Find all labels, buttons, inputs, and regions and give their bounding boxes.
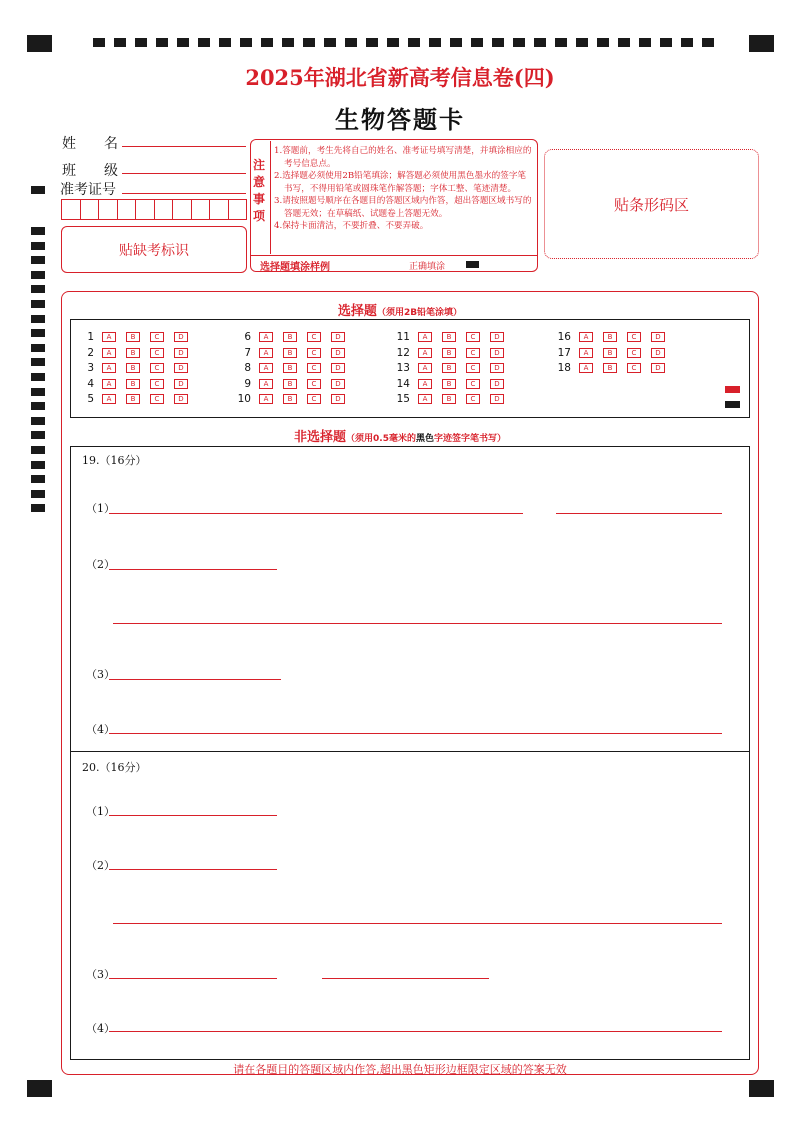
question-number: 17 bbox=[557, 346, 571, 359]
option-bubble[interactable]: D bbox=[490, 379, 504, 389]
option-bubble[interactable]: C bbox=[627, 363, 641, 373]
question-number: 5 bbox=[87, 393, 94, 405]
option-bubble[interactable]: C bbox=[307, 332, 321, 342]
choice-section-title bbox=[0, 300, 800, 319]
choice-title: 选择题 bbox=[337, 304, 377, 319]
question-number: 16 bbox=[557, 331, 571, 343]
question-number: 18 bbox=[557, 362, 571, 374]
q19-part4-line[interactable] bbox=[109, 733, 722, 734]
option-bubble[interactable]: D bbox=[651, 363, 665, 373]
timing-dash bbox=[177, 38, 189, 47]
option-bubble[interactable]: A bbox=[418, 348, 432, 358]
option-bubble[interactable]: A bbox=[259, 363, 273, 373]
q19-label: 19.（16分） bbox=[82, 454, 147, 467]
exam-id-cell[interactable] bbox=[210, 200, 229, 219]
option-bubble[interactable]: A bbox=[259, 394, 273, 404]
question-number: 10 bbox=[237, 393, 251, 405]
timing-dash bbox=[156, 38, 168, 47]
option-bubble[interactable]: C bbox=[150, 363, 164, 373]
option-bubble[interactable]: D bbox=[490, 394, 504, 404]
exam-id-cell[interactable] bbox=[118, 200, 137, 219]
notes-list bbox=[274, 145, 534, 233]
option-bubble[interactable]: A bbox=[102, 348, 116, 358]
option-bubble[interactable]: A bbox=[259, 379, 273, 389]
question-number: 1 bbox=[87, 331, 94, 343]
class-field[interactable] bbox=[122, 173, 246, 174]
option-bubble[interactable]: B bbox=[603, 363, 617, 373]
option-bubble[interactable]: B bbox=[442, 363, 456, 373]
nonchoice-title: 非选择题 bbox=[294, 430, 347, 445]
missing-exam-sticker-area bbox=[61, 226, 247, 273]
timing-dash bbox=[387, 38, 399, 47]
name-label: 姓 名 bbox=[62, 136, 118, 152]
timing-mark-black bbox=[725, 401, 740, 408]
option-bubble[interactable]: B bbox=[603, 332, 617, 342]
q19-part2-label: （2） bbox=[86, 558, 115, 571]
corner-mark-bottom-left bbox=[27, 1080, 52, 1097]
timing-dash bbox=[576, 38, 588, 47]
option-bubble[interactable]: C bbox=[466, 332, 480, 342]
option-bubble[interactable]: D bbox=[174, 332, 188, 342]
timing-dash bbox=[31, 227, 45, 235]
question-number: 11 bbox=[396, 331, 410, 343]
timing-dash bbox=[555, 38, 567, 47]
option-bubble[interactable]: D bbox=[490, 332, 504, 342]
timing-track-top bbox=[93, 38, 723, 47]
footer-warning: 请在各题目的答题区域内作答,超出黑色矩形边框限定区域的答案无效 bbox=[233, 1063, 567, 1076]
option-bubble[interactable]: A bbox=[102, 394, 116, 404]
question-number: 3 bbox=[87, 362, 94, 374]
option-bubble[interactable]: C bbox=[627, 332, 641, 342]
exam-id-grid[interactable] bbox=[61, 199, 247, 220]
notes-heading: 注意事项 bbox=[253, 158, 266, 223]
option-bubble[interactable]: A bbox=[579, 348, 593, 358]
name-field[interactable] bbox=[122, 146, 246, 147]
question-number: 13 bbox=[396, 362, 410, 374]
timing-dash bbox=[114, 38, 126, 47]
option-bubble[interactable]: B bbox=[126, 363, 140, 373]
timing-dash bbox=[324, 38, 336, 47]
timing-dash bbox=[261, 38, 273, 47]
q19-part3-line[interactable] bbox=[109, 679, 281, 680]
option-bubble[interactable]: A bbox=[102, 363, 116, 373]
option-bubble[interactable]: C bbox=[150, 332, 164, 342]
timing-dash bbox=[618, 38, 630, 47]
timing-dash bbox=[660, 38, 672, 47]
option-bubble[interactable]: A bbox=[418, 379, 432, 389]
option-bubble[interactable]: D bbox=[174, 379, 188, 389]
option-bubble[interactable]: B bbox=[126, 348, 140, 358]
correct-fill-label: 正确填涂 bbox=[409, 262, 446, 272]
q19-part2-line-b[interactable] bbox=[113, 623, 722, 624]
q20-part2-label: （2） bbox=[86, 859, 115, 872]
timing-dash bbox=[93, 38, 105, 47]
corner-mark-top-right bbox=[749, 35, 774, 52]
option-bubble[interactable]: B bbox=[283, 348, 297, 358]
option-bubble[interactable]: C bbox=[466, 379, 480, 389]
timing-dash bbox=[534, 38, 546, 47]
option-bubble[interactable]: C bbox=[466, 348, 480, 358]
timing-dash bbox=[31, 446, 45, 454]
timing-dash bbox=[345, 38, 357, 47]
exam-id-cell[interactable] bbox=[99, 200, 118, 219]
option-bubble[interactable]: B bbox=[442, 379, 456, 389]
timing-dash bbox=[513, 38, 525, 47]
card-subtitle: 生物答题卡 bbox=[335, 106, 465, 134]
timing-dash bbox=[31, 186, 45, 194]
option-bubble[interactable]: D bbox=[331, 379, 345, 389]
timing-dash bbox=[681, 38, 693, 47]
q19-box bbox=[70, 446, 750, 752]
barcode-label: 贴条形码区 bbox=[613, 195, 689, 214]
timing-dash bbox=[303, 38, 315, 47]
correct-fill-sample bbox=[466, 261, 479, 268]
choice-note: （须用2B铅笔涂填） bbox=[376, 308, 463, 318]
timing-dash bbox=[31, 256, 45, 264]
question-number: 6 bbox=[244, 331, 251, 343]
q20-part3-line-b[interactable] bbox=[322, 978, 489, 979]
option-bubble[interactable]: A bbox=[579, 363, 593, 373]
question-number: 7 bbox=[244, 346, 251, 359]
option-bubble[interactable]: A bbox=[418, 332, 432, 342]
question-number: 14 bbox=[396, 377, 410, 390]
exam-title: 2025年湖北省新高考信息卷(四) bbox=[245, 65, 555, 90]
timing-dash bbox=[31, 504, 45, 512]
timing-dash bbox=[31, 402, 45, 410]
exam-id-cell[interactable] bbox=[62, 200, 81, 219]
timing-dash bbox=[219, 38, 231, 47]
q20-part1-line[interactable] bbox=[109, 815, 277, 816]
question-number: 2 bbox=[87, 346, 94, 359]
question-number: 12 bbox=[396, 346, 410, 359]
option-bubble[interactable]: D bbox=[174, 394, 188, 404]
barcode-area bbox=[544, 149, 759, 259]
timing-dash bbox=[408, 38, 420, 47]
option-bubble[interactable]: C bbox=[307, 348, 321, 358]
option-bubble[interactable]: D bbox=[651, 348, 665, 358]
nonchoice-note-b: 黑色 bbox=[415, 434, 434, 444]
option-bubble[interactable]: D bbox=[331, 332, 345, 342]
timing-dash bbox=[31, 271, 45, 279]
question-number: 15 bbox=[396, 393, 410, 405]
exam-id-cell[interactable] bbox=[155, 200, 174, 219]
timing-dash bbox=[31, 475, 45, 483]
option-bubble[interactable]: B bbox=[283, 363, 297, 373]
notes-item: 3.请按照题号顺序在各题目的答题区域内作答，超出答题区域书写的答题无效；在草稿纸、试题卷上答题无效。 bbox=[274, 196, 532, 219]
option-bubble[interactable]: B bbox=[283, 379, 297, 389]
option-bubble[interactable]: C bbox=[627, 348, 641, 358]
q19-part1-label: （1） bbox=[86, 502, 115, 515]
option-bubble[interactable]: A bbox=[418, 363, 432, 373]
timing-dash bbox=[282, 38, 294, 47]
q20-part2-line-a[interactable] bbox=[109, 869, 277, 870]
sample-label: 选择题填涂样例 bbox=[260, 262, 330, 273]
option-bubble[interactable]: D bbox=[651, 332, 665, 342]
missing-exam-label: 贴缺考标识 bbox=[119, 242, 189, 259]
q19-part1-line-a[interactable] bbox=[109, 513, 523, 514]
corner-mark-top-left bbox=[27, 35, 52, 52]
option-bubble[interactable]: B bbox=[126, 394, 140, 404]
q20-part2-line-b[interactable] bbox=[113, 923, 722, 924]
option-bubble[interactable]: C bbox=[466, 363, 480, 373]
option-bubble[interactable]: B bbox=[442, 394, 456, 404]
timing-dash bbox=[31, 388, 45, 396]
option-bubble[interactable]: D bbox=[490, 363, 504, 373]
question-number: 4 bbox=[87, 377, 94, 390]
q19-part1-line-b[interactable] bbox=[556, 513, 722, 514]
nonchoice-section-title bbox=[0, 426, 800, 445]
timing-dash bbox=[135, 38, 147, 47]
q20-part3-line-a[interactable] bbox=[109, 978, 277, 979]
option-bubble[interactable]: D bbox=[331, 363, 345, 373]
notes-sample-divider bbox=[251, 255, 537, 256]
q19-part3-label: （3） bbox=[86, 668, 115, 681]
option-bubble[interactable]: D bbox=[490, 348, 504, 358]
exam-id-cell[interactable] bbox=[192, 200, 211, 219]
timing-dash bbox=[31, 461, 45, 469]
exam-id-label: 准考证号 bbox=[60, 182, 116, 198]
question-number: 9 bbox=[244, 377, 251, 390]
option-bubble[interactable]: D bbox=[331, 394, 345, 404]
timing-dash bbox=[31, 344, 45, 352]
option-bubble[interactable]: A bbox=[102, 332, 116, 342]
option-bubble[interactable]: C bbox=[307, 379, 321, 389]
q20-part1-label: （1） bbox=[86, 805, 115, 818]
question-number: 8 bbox=[244, 362, 251, 374]
q20-part4-line[interactable] bbox=[109, 1031, 722, 1032]
exam-id-cell[interactable] bbox=[136, 200, 155, 219]
q20-part4-label: （4） bbox=[86, 1022, 115, 1035]
option-bubble[interactable]: D bbox=[331, 348, 345, 358]
option-bubble[interactable]: C bbox=[307, 363, 321, 373]
option-bubble[interactable]: B bbox=[442, 348, 456, 358]
option-bubble[interactable]: A bbox=[259, 348, 273, 358]
option-bubble[interactable]: A bbox=[102, 379, 116, 389]
option-bubble[interactable]: C bbox=[150, 379, 164, 389]
option-bubble[interactable]: D bbox=[174, 348, 188, 358]
timing-dash bbox=[450, 38, 462, 47]
timing-dash bbox=[31, 373, 45, 381]
timing-dash bbox=[31, 417, 45, 425]
nonchoice-note-c: 字迹签字笔书写） bbox=[433, 434, 506, 444]
timing-mark-red bbox=[725, 386, 740, 393]
option-bubble[interactable]: A bbox=[418, 394, 432, 404]
timing-dash bbox=[31, 285, 45, 293]
option-bubble[interactable]: C bbox=[150, 348, 164, 358]
option-bubble[interactable]: C bbox=[466, 394, 480, 404]
timing-dash bbox=[597, 38, 609, 47]
class-label: 班 级 bbox=[62, 163, 118, 179]
option-bubble[interactable]: C bbox=[150, 394, 164, 404]
q20-box bbox=[70, 751, 750, 1060]
option-bubble[interactable]: B bbox=[442, 332, 456, 342]
option-bubble[interactable]: C bbox=[307, 394, 321, 404]
timing-dash bbox=[471, 38, 483, 47]
exam-id-cell[interactable] bbox=[229, 200, 247, 219]
exam-id-cell[interactable] bbox=[81, 200, 100, 219]
timing-dash bbox=[366, 38, 378, 47]
option-bubble[interactable]: B bbox=[283, 332, 297, 342]
timing-dash bbox=[702, 38, 714, 47]
q19-part4-label: （4） bbox=[86, 723, 115, 736]
timing-dash bbox=[31, 329, 45, 337]
choice-grid bbox=[70, 319, 750, 418]
notes-item: 4.保持卡面清洁，不要折叠、不要弄破。 bbox=[274, 221, 429, 231]
notes-item: 1.答题前，考生先将自己的姓名、准考证号填写清楚，并填涂相应的考号信息点。 bbox=[274, 146, 532, 169]
timing-track-left bbox=[31, 186, 45, 516]
option-bubble[interactable]: A bbox=[579, 332, 593, 342]
option-bubble[interactable]: D bbox=[174, 363, 188, 373]
notes-divider bbox=[270, 141, 271, 254]
option-bubble[interactable]: B bbox=[283, 394, 297, 404]
exam-id-cell[interactable] bbox=[173, 200, 192, 219]
q19-part2-line-a[interactable] bbox=[109, 569, 277, 570]
timing-dash bbox=[492, 38, 504, 47]
q20-label: 20.（16分） bbox=[82, 761, 147, 774]
timing-dash bbox=[639, 38, 651, 47]
timing-dash bbox=[31, 242, 45, 250]
option-bubble[interactable]: B bbox=[126, 379, 140, 389]
timing-dash bbox=[240, 38, 252, 47]
timing-dash bbox=[31, 490, 45, 498]
timing-dash bbox=[429, 38, 441, 47]
exam-id-underline bbox=[122, 193, 246, 194]
timing-dash bbox=[198, 38, 210, 47]
option-bubble[interactable]: A bbox=[259, 332, 273, 342]
notes-item: 2.选择题必须使用2B铅笔填涂；解答题必须使用黑色墨水的签字笔书写，不得用铅笔或圆珠笔作解答题；字体工整、笔迹清楚。 bbox=[274, 171, 527, 194]
option-bubble[interactable]: B bbox=[126, 332, 140, 342]
q20-part3-label: （3） bbox=[86, 968, 115, 981]
timing-dash bbox=[31, 358, 45, 366]
option-bubble[interactable]: B bbox=[603, 348, 617, 358]
nonchoice-note-a: （须用0.5毫米的 bbox=[346, 434, 416, 444]
corner-mark-bottom-right bbox=[749, 1080, 774, 1097]
